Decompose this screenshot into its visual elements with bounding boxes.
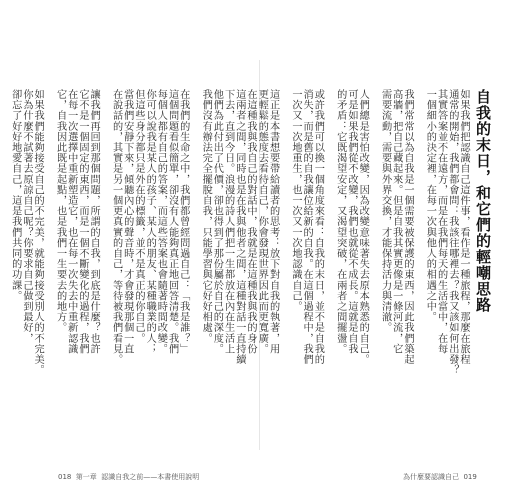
right-page-body-text: 如果我們把認識自己這件事，看作是一種旅程，那麼在旅程 通常的開始，我們都會問：我該往哪裡去？我又該如何出發？ 其實答案並不在遠方，而是在我們每天的生活當中，在每 一個細小的決定裡，在每一次與他人的相遇之中。 我們常常以為自我是一個需要被保護的東西，因此我們築起 高牆，把自己藏起來。但是自我其實更像是一條河流，它 需要流動，需要與外界交換，才能保持活力與清澈。 人們總是害怕改變，因為改變意味著失去原本熟悉的自己。 可是如果我們從不改變，我們也就從不成長。這就是自我 的矛盾：它既渴望安定，又渴望突破，在兩者之間擺盪。 或許我們可以換一個角度來看：自我的末日，並不是自我的 消失，而是舊的自我讓位給新的自我。在這個過程中，我們 一次又一次地重生，也一次又一次地認識自己。 這正是本書想要帶給讀者的思考：放下對自我的執著，用 更輕鬆的態度去看待自己，你會發現世界因此而更寬廣。	[256, 89, 469, 376]
left-page-body-text: 在這種我與我自己的對話中，我就是在這種我與我的身份 這兩者之間，同時也是在我與他者之間，這種對話一直持續 下去，直到今日。浪漫的詩人們把一生都放在內在生活上 他們為此付出了代價，卻也得到了那份屬於自己的深度。 我們沒有辦法完全擺脫自我，只能學習與它好好相處。 在我們的生命之中，我們都曾經問過自己：「我是誰？」 這個問題看似簡單，卻沒有人能夠真正地回答清楚。我們 每個人都有自己的答案，而這些答案也會隨著時間改變。 你可以說我是某人的孩子、某人的朋友、某種職業的人； 但這些身分都只是外在的標籤，並不是真正的你自己。 當我們安靜下來，傾聽內心的聲音時，才會發現那個一直 在說話的，其實是另一個更真實的自己，等待被我們看見。 讓我們再回到那個問題，所謂的自我，到底是什麼？也許 它不是一個固定的東西，而是一個不斷變化的過程，我們 在每一次選擇中重新塑造它，也在每一次失去中重新認識 它，自我因此既是起點，也是我們一生要去的地方。 如果我們能夠接受自己的不完美，就能夠接受別人的不完美。 你為什麼不試著去原諒自己呢？你要求自己做到最好， 卻忘了好好地愛自己，這是我們共同的功課。	[9, 89, 256, 376]
chapter-section-title: 自我的末日，和它們的輕嘲思路	[474, 89, 492, 313]
right-page-footer: 為什麼要認識自己 019	[403, 473, 477, 481]
left-page-footer: 018 第一章 認識自我之前——本書使用說明	[58, 473, 200, 481]
